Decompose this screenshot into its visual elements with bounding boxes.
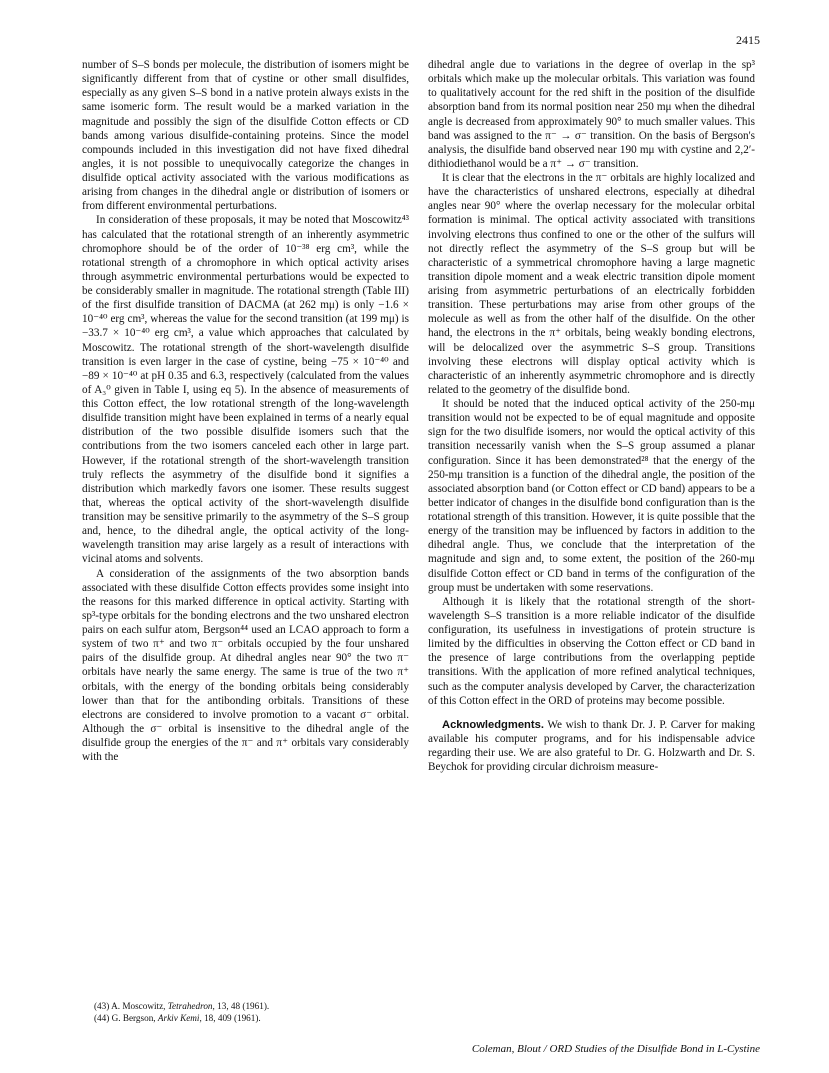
footnote-journal: Arkiv Kemi, — [157, 1013, 202, 1023]
footnote-ref: 18, 409 (1961). — [204, 1013, 261, 1023]
footnote-ref: 13, 48 (1961). — [217, 1001, 270, 1011]
paragraph: It should be noted that the induced optical activity of the 250-mμ transition would not be expected to be of equal magnitude and opposite sign for the two disulfide isomers, nor would the optical activity of this transition necessarily vanish when the S–S group assumed a planar configuration. Since it has been demonstrated²⁸ that the energy of the 250-mμ transition is a function of the dihedral angle, the position of the associated absorption band (or Cotton effect or CD band) appears to be a better indicator of changes in the disulfide bond configuration than is the rotational strength of this transition. However, it is quite possible that the energy of the transition may be influenced by factors in addition to the dihedral angle. Thus, we conclude that the interpretation of the magnitude and sign and, to some extent, the position of the 260-mμ disulfide Cotton effect or CD band in terms of the configuration of the group must be undertaken with some reservations. — [428, 398, 755, 594]
paragraph: In consideration of these proposals, it may be noted that Moscowitz⁴³ has calculated that the rotational strength of an inherently asymmetric chromophore should be of the order of 10⁻³⁸ erg cm³, while the rotational strength of a chromophore in which optical activity arises through asymmetric environmental perturbations would be expected to be considerably smaller in magnitude. The rotational strength (Table III) of the first disulfide transition of DACMA (at 262 mμ) is only −1.6 × 10⁻⁴⁰ erg cm³, whereas the value for the second transition (at 199 mμ) is −33.7 × 10⁻⁴⁰ erg cm³, a value which approaches that calculated by Moscowitz. The rotational strength of the short-wavelength disulfide transition is even larger in the case of cystine, being −75 × 10⁻⁴⁰ and −89 × 10⁻⁴⁰ at pH 0.35 and 6.3, respectively (calculated from the values of A₃⁰ given in Table I, using eq 5). In the absence of measurements of this Cotton effect, the low rotational strength of the long-wavelength disulfide transition might have been explained in terms of a nearly equal distribution of the two possible disulfide isomers such that the contributions from the two isomers canceled each other in large part. However, if the rotational strength of the short-wavelength transition truly reflects the asymmetry of the disulfide bond it signifies a distribution which markedly favors one isomer. These results suggest that, whereas the optical activity of the short-wavelength disulfide transition may be sensitive primarily to the asymmetry of the S–S group and, hence, to the dihedral angle, the optical activity of the long-wavelength transition may arise largely as a result of interactions with vicinal atoms and solvents. — [82, 214, 409, 566]
paragraph: Although it is likely that the rotational strength of the short-wavelength S–S transition is a more reliable indicator of the disulfide configuration, its usefulness in investigations of protein structure is limited by the difficulties in observing the Cotton effect or CD band in the presence of large contributions from the overlapping peptide transitions. With the application of more refined analytical techniques, such as the computer analysis developed by Carver, the characterization of this Cotton effect in the ORD of proteins may become possible. — [428, 595, 755, 707]
footnote-author: A. Moscowitz, — [111, 1001, 166, 1011]
footnote-author: G. Bergson, — [111, 1013, 156, 1023]
right-column — [428, 58, 755, 774]
footnote-journal: Tetrahedron, — [167, 1001, 215, 1011]
paragraph: number of S–S bonds per molecule, the distribution of isomers might be significantly different from that of cystine or other small disulfides, especially as any given S–S bond in a native protein always exists in the same isomeric form. The result would be a marked variation in the magnitude and possibly the sign of the disulfide Cotton effects or CD bands among various disulfide-containing proteins. Since the model compounds included in this investigation did not have fixed dihedral angles, it is not possible to unequivocally categorize the changes in disulfide optical activity associated with the various modifications as arising from changes in the dihedral angle or distribution of isomers or from different environmental perturbations. — [82, 59, 409, 213]
acknowledgments-heading: Acknowledgments. — [442, 718, 544, 731]
paragraph: It is clear that the electrons in the π⁻ orbitals are highly localized and have the characteristics of unshared electrons, especially at dihedral angles near 90° where the overlap necessary for the molecular orbital formation is minimal. The optical activity associated with transitions involving electrons thus confined to one or the other of the sulfurs will not directly reflect the asymmetry of the S–S group but will be characteristic of a symmetrical chromophore having a large magnetic transition dipole moment and a weak electric transition dipole moment arising from asymmetric perturbations of an electrically forbidden transition. These perturbations may arise from other groups of the molecule as well as from the other half of the disulfide. On the other hand, the electrons in the π⁺ orbitals, being weakly bonding electrons, will be delocalized over the asymmetric S–S group. Transitions involving these electrons will display optical activity which is characteristic of an inherently asymmetric chromophore and is directly related to the geometry of the disulfide bond. — [428, 172, 755, 396]
paragraph: A consideration of the assignments of the two absorption bands associated with these disulfide Cotton effects provides some insight into the reasons for this marked difference in optical activity. Starting with sp³-type orbitals for the bonding electrons and the two unshared electron pairs on each sulfur atom, Bergson⁴⁴ used an LCAO approach to form a system of two π⁺ and two π⁻ orbitals occupied by the four unshared pairs of the disulfide group. At dihedral angles near 90° the two π⁻ orbitals have nearly the same energy. The same is true of the two π⁺ orbitals, with the energy of the bonding orbitals being considerably lower than that for the antibonding orbitals. Transitions of these electrons are considered to involve promotion to a vacant σ⁻ orbital. Although the σ⁻ orbital is insensitive to the dihedral angle of the disulfide group the energies of the π⁻ and π⁺ orbitals vary considerably with the — [82, 567, 409, 764]
footnote — [82, 1000, 409, 1012]
acknowledgments — [428, 718, 755, 775]
acknowledgments-text: We wish to thank Dr. J. P. Carver for making available his computer programs, and for his indispensable advice regarding their use. We are also grateful to Dr. G. Holzwarth and Dr. S. Beychok for providing circular dichroism measure- — [428, 718, 755, 774]
footnote-number: (44) — [94, 1013, 110, 1023]
footnote — [82, 1012, 409, 1024]
paragraph: dihedral angle due to variations in the degree of overlap in the sp³ orbitals which make up the molecular orbitals. This variation was found to qualitatively account for the red shift in the position of the disulfide absorption band from its normal position near 250 mμ when the dihedral angle is decreased from approximately 90° to much smaller values. This band was assigned to the π⁻ → σ⁻ transition. On the basis of Bergson's analysis, the disulfide band observed near 190 mμ with cystine and 2,2′-dithiodiethanol would be a π⁺ → σ⁻ transition. — [428, 59, 755, 170]
footnote-number: (43) — [94, 1001, 110, 1011]
left-column — [82, 58, 409, 764]
running-footer: Coleman, Blout / ORD Studies of the Disulfide Bond in L-Cystine — [471, 1043, 760, 1055]
footnotes — [82, 1000, 409, 1024]
page-number: 2415 — [736, 33, 760, 47]
